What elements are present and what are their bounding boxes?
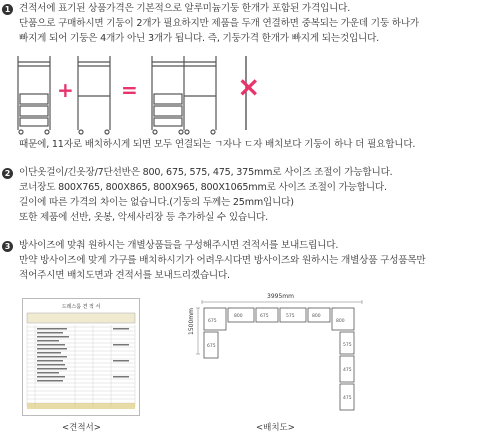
layout-caption: <배치도> [256, 423, 295, 433]
box-label-10: 475 [343, 396, 352, 401]
wardrobe-illustration [14, 52, 264, 136]
section3-line-1: 방사이즈에 맞춰 원하시는 개별상품들을 구성해주시면 견적서를 보내드립니다. [19, 240, 339, 251]
box-label-1: 800 [234, 314, 243, 319]
section2-line-4: 또한 제품에 선반, 옷봉, 악세사리장 등 추가하실 수 있습니다. [19, 212, 268, 223]
layout-dim-top: 3995mm [267, 293, 294, 300]
estimate-sheet-thumbnail [22, 298, 140, 416]
box-label-2: 675 [260, 314, 269, 319]
section3-line-2: 만약 방사이즈에 맞게 가구를 배치하시기가 어려우시다면 방사이즈와 원하시는 개별상품 구성품목만 [19, 255, 426, 266]
section1-note: 때문에, 11자로 배치하시게 되면 모두 연결되는 ㄱ자나 ㄷ자 배치보다 기둥이 하나 더 필요합니다. [19, 139, 416, 150]
box-label-5: 675 [208, 319, 217, 324]
section2-line-3: 길이에 따른 가격의 차이는 없습니다.(기둥의 두께는 25mm입니다) [19, 197, 294, 208]
section2-line-1: 이단옷걸이/긴옷장/7단선반은 800, 675, 575, 475, 375mm로 사이즈 조절이 가능합니다. [19, 167, 393, 178]
box-label-6: 800 [336, 319, 345, 324]
equals-sign: = [121, 78, 138, 102]
section2-line-2: 코너장도 800X765, 800X865, 800X965, 800X1065mm로 사이즈 조절이 가능합니다. [19, 182, 387, 193]
section1-line-1: 견적서에 표기된 상품가격은 기본적으로 알루미늄기둥 한개가 포함된 가격입니다. [19, 3, 351, 14]
box-label-7: 675 [207, 344, 216, 349]
layout-dim-left: 1500mm [188, 308, 195, 335]
plus-sign: + [57, 78, 74, 102]
single-wardrobe-1 [18, 56, 50, 134]
box-label-8: 575 [343, 343, 352, 348]
section1-line-3: 빠지게 되어 기둥은 4개가 아닌 3개가 됩니다. 즉, 기둥가격 한개가 빠지게 되는것입니다. [19, 33, 379, 44]
section1-line-2: 단품으로 구매하시면 기둥이 2개가 필요하지만 제품을 두개 연결하면 중복되는 가운데 기둥 하나가 [19, 18, 419, 29]
box-label-9: 475 [343, 368, 352, 373]
section-number-1: 1 [2, 4, 13, 15]
section-number-3: 3 [2, 241, 13, 252]
box-label-4: 800 [312, 314, 321, 319]
section3-line-3: 적어주시면 배치도면과 견적서를 보내드리겠습니다. [19, 270, 230, 281]
single-wardrobe-2 [78, 56, 110, 134]
cross-mark: × [237, 70, 261, 103]
combined-wardrobe [152, 56, 216, 134]
estimate-sheet-table [23, 311, 139, 415]
section-number-2: 2 [2, 168, 13, 179]
estimate-caption: <견적서> [62, 423, 101, 433]
box-label-3: 575 [286, 314, 295, 319]
estimate-sheet-title: 드레스룸 견 적 서 [61, 304, 101, 310]
layout-drawing [194, 298, 370, 422]
